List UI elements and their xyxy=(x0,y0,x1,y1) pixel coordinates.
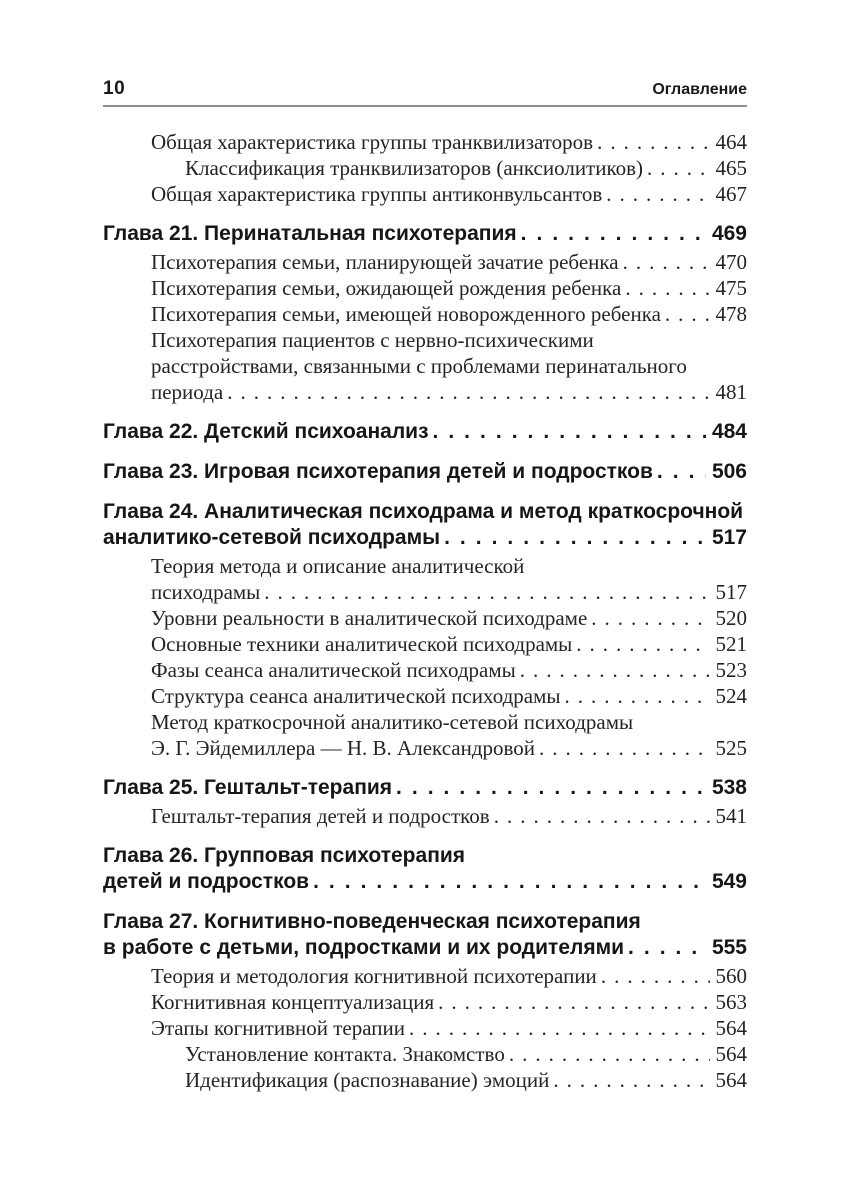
toc-page-number: 481 xyxy=(715,380,747,404)
toc-entry-title: Основные техники аналитической психодрамы xyxy=(151,632,573,656)
toc-entry-line xyxy=(103,869,747,895)
toc-entry xyxy=(103,459,747,485)
toc-entry-lines xyxy=(103,631,747,657)
toc-entry-line xyxy=(103,935,747,961)
toc-entry-line xyxy=(103,419,747,445)
toc-page-number: 469 xyxy=(711,222,747,245)
toc-entry-line xyxy=(103,709,747,735)
dot-leader xyxy=(438,989,709,1015)
toc-entry xyxy=(103,301,747,327)
toc-entry-title: Психотерапия семьи, планирующей зачатие ребенка xyxy=(151,250,619,274)
toc-entry xyxy=(103,1067,747,1093)
toc-entry-line xyxy=(103,775,747,801)
dot-leader xyxy=(597,129,709,155)
toc-entry xyxy=(103,129,747,155)
toc-entry-line xyxy=(103,249,747,275)
toc-entry-lines xyxy=(103,181,747,207)
toc-entry-line xyxy=(103,843,747,869)
toc-page-number: 549 xyxy=(711,870,747,893)
toc-page-number: 560 xyxy=(715,964,747,988)
toc-entry xyxy=(103,775,747,801)
toc-entry-title: детей и подростков xyxy=(103,870,310,893)
toc-entry-lines xyxy=(103,709,747,761)
toc-entry-line xyxy=(103,459,747,485)
toc-entry xyxy=(103,803,747,829)
toc-entry-title: Классификация транквилизаторов (анксиолитиков) xyxy=(185,156,644,180)
dot-leader xyxy=(623,249,710,275)
toc-entry-lines xyxy=(103,419,747,445)
toc-entry-line xyxy=(103,499,747,525)
toc-page-number: 475 xyxy=(715,276,747,300)
toc-page-number: 470 xyxy=(715,250,747,274)
toc-entry-line xyxy=(103,803,747,829)
toc-entry-line xyxy=(103,909,747,935)
dot-leader xyxy=(576,631,709,657)
toc-page-number: 525 xyxy=(715,736,747,760)
toc-entry-title: Установление контакта. Знакомство xyxy=(185,1042,505,1066)
toc-entry-title: Фазы сеанса аналитической психодрамы xyxy=(151,658,516,682)
toc-page-number: 523 xyxy=(715,658,747,682)
toc-page-number: 465 xyxy=(715,156,747,180)
toc-entry-line xyxy=(103,379,747,405)
toc-page-number: 464 xyxy=(715,130,747,154)
dot-leader xyxy=(444,525,706,551)
toc-entry-title: Глава 25. Гештальт-терапия xyxy=(103,776,393,799)
toc-entry-title: Психотерапия семьи, ожидающей рождения ребенка xyxy=(151,276,622,300)
toc-entry-title: Глава 24. Аналитическая психодрама и метод краткосрочной xyxy=(103,500,744,523)
toc-entry-line xyxy=(103,735,747,761)
toc-entry-title: Когнитивная концептуализация xyxy=(151,990,435,1014)
toc-entry-lines xyxy=(103,129,747,155)
toc-entry-line xyxy=(103,963,747,989)
header-title: Оглавление xyxy=(652,81,747,98)
toc-entry xyxy=(103,181,747,207)
dot-leader xyxy=(409,1015,710,1041)
toc xyxy=(103,129,747,1093)
toc-entry-line xyxy=(103,683,747,709)
toc-entry xyxy=(103,605,747,631)
toc-page-number: 521 xyxy=(715,632,747,656)
dot-leader xyxy=(657,459,706,485)
dot-leader xyxy=(521,221,706,247)
dot-leader xyxy=(494,803,710,829)
toc-page-number: 467 xyxy=(715,182,747,206)
toc-entry-lines xyxy=(103,1041,747,1067)
dot-leader xyxy=(313,869,706,895)
toc-entry-title: психодрамы xyxy=(151,580,261,604)
toc-entry-lines xyxy=(103,803,747,829)
toc-entry-title: Глава 22. Детский психоанализ xyxy=(103,420,429,443)
toc-entry-lines xyxy=(103,605,747,631)
toc-entry-line xyxy=(103,579,747,605)
dot-leader xyxy=(396,775,706,801)
toc-entry-lines xyxy=(103,553,747,605)
toc-entry xyxy=(103,683,747,709)
toc-entry-line xyxy=(103,275,747,301)
toc-entry-title: Уровни реальности в аналитической психодраме xyxy=(151,606,588,630)
toc-entry-line xyxy=(103,353,747,379)
toc-entry xyxy=(103,843,747,895)
dot-leader xyxy=(509,1041,710,1067)
dot-leader xyxy=(433,419,706,445)
dot-leader xyxy=(565,683,710,709)
toc-entry-title: Глава 23. Игровая психотерапия детей и подростков xyxy=(103,460,653,483)
toc-entry-lines xyxy=(103,221,747,247)
toc-entry-lines xyxy=(103,249,747,275)
toc-entry-line xyxy=(103,327,747,353)
toc-page-number: 517 xyxy=(711,526,747,549)
toc-entry-lines xyxy=(103,775,747,801)
toc-entry-title: Этапы когнитивной терапии xyxy=(151,1016,405,1040)
dot-leader xyxy=(628,935,706,961)
toc-entry-line xyxy=(103,181,747,207)
toc-entry xyxy=(103,963,747,989)
page-number: 10 xyxy=(103,78,126,99)
toc-entry-title: Глава 26. Групповая психотерапия xyxy=(103,844,466,867)
toc-entry-lines xyxy=(103,301,747,327)
page-header xyxy=(103,78,747,107)
dot-leader xyxy=(647,155,709,181)
toc-entry xyxy=(103,249,747,275)
toc-entry xyxy=(103,989,747,1015)
toc-entry-line xyxy=(103,1067,747,1093)
toc-entry-title: в работе с детьми, подростками и их родителями xyxy=(103,936,625,959)
toc-entry-lines xyxy=(103,683,747,709)
toc-page-number: 564 xyxy=(715,1042,747,1066)
dot-leader xyxy=(520,657,710,683)
toc-entry xyxy=(103,709,747,761)
toc-entry-title: Общая характеристика группы антиконвульсантов xyxy=(151,182,603,206)
dot-leader xyxy=(601,963,710,989)
toc-entry xyxy=(103,155,747,181)
toc-entry-lines xyxy=(103,1015,747,1041)
toc-page-number: 564 xyxy=(715,1068,747,1092)
toc-entry-line xyxy=(103,301,747,327)
toc-entry-title: расстройствами, связанными с проблемами перинатального xyxy=(151,354,687,378)
toc-entry-title: Психотерапия пациентов с нервно-психическими xyxy=(151,328,594,352)
toc-entry-line xyxy=(103,657,747,683)
toc-entry-lines xyxy=(103,499,747,551)
toc-page-number: 541 xyxy=(715,804,747,828)
toc-entry xyxy=(103,419,747,445)
toc-page-number: 478 xyxy=(715,302,747,326)
toc-entry-title: аналитико-сетевой психодрамы xyxy=(103,526,441,549)
toc-page-number: 484 xyxy=(711,420,747,443)
toc-entry-lines xyxy=(103,459,747,485)
toc-page-number: 564 xyxy=(715,1016,747,1040)
dot-leader xyxy=(539,735,709,761)
toc-entry-line xyxy=(103,605,747,631)
toc-page-number: 563 xyxy=(715,990,747,1014)
toc-entry xyxy=(103,657,747,683)
toc-entry-line xyxy=(103,155,747,181)
toc-entry xyxy=(103,1041,747,1067)
toc-page-number: 538 xyxy=(711,776,747,799)
toc-entry xyxy=(103,631,747,657)
toc-entry-line xyxy=(103,989,747,1015)
dot-leader xyxy=(264,579,709,605)
toc-entry-lines xyxy=(103,909,747,961)
toc-entry-line xyxy=(103,221,747,247)
toc-entry-title: Структура сеанса аналитической психодрамы xyxy=(151,684,561,708)
toc-entry xyxy=(103,1015,747,1041)
toc-entry-title: Психотерапия семьи, имеющей новорожденного ребенка xyxy=(151,302,661,326)
toc-entry-title: Метод краткосрочной аналитико-сетевой психодрамы xyxy=(151,710,634,734)
toc-entry-lines xyxy=(103,657,747,683)
toc-entry-line xyxy=(103,1041,747,1067)
toc-entry-line xyxy=(103,129,747,155)
toc-entry xyxy=(103,909,747,961)
toc-entry-lines xyxy=(103,1067,747,1093)
toc-page-number: 520 xyxy=(715,606,747,630)
dot-leader xyxy=(591,605,709,631)
toc-entry xyxy=(103,275,747,301)
toc-entry-title: Э. Г. Эйдемиллера — Н. В. Александровой xyxy=(151,736,536,760)
toc-entry-lines xyxy=(103,963,747,989)
dot-leader xyxy=(227,379,709,405)
toc-entry-lines xyxy=(103,843,747,895)
dot-leader xyxy=(606,181,709,207)
toc-page-number: 517 xyxy=(715,580,747,604)
toc-entry-line xyxy=(103,525,747,551)
toc-entry xyxy=(103,499,747,551)
dot-leader xyxy=(625,275,709,301)
toc-entry-line xyxy=(103,631,747,657)
dot-leader xyxy=(553,1067,709,1093)
toc-entry xyxy=(103,221,747,247)
toc-entry-title: Теория и методология когнитивной психотерапии xyxy=(151,964,597,988)
toc-entry-lines xyxy=(103,327,747,405)
toc-entry-title: периода xyxy=(151,380,224,404)
toc-page-number: 555 xyxy=(711,936,747,959)
toc-entry-title: Глава 27. Когнитивно-поведенческая психотерапия xyxy=(103,910,641,933)
toc-entry-line xyxy=(103,1015,747,1041)
toc-entry xyxy=(103,327,747,405)
toc-entry-title: Теория метода и описание аналитической xyxy=(151,554,525,578)
toc-entry-title: Глава 21. Перинатальная психотерапия xyxy=(103,222,517,245)
toc-entry-lines xyxy=(103,989,747,1015)
toc-entry-title: Идентификация (распознавание) эмоций xyxy=(185,1068,550,1092)
toc-entry-title: Гештальт-терапия детей и подростков xyxy=(151,804,490,828)
toc-entry-title: Общая характеристика группы транквилизаторов xyxy=(151,130,594,154)
toc-entry-lines xyxy=(103,155,747,181)
toc-entry xyxy=(103,553,747,605)
toc-entry-lines xyxy=(103,275,747,301)
dot-leader xyxy=(665,301,710,327)
toc-page-number: 524 xyxy=(715,684,747,708)
toc-entry-line xyxy=(103,553,747,579)
toc-page-number: 506 xyxy=(711,460,747,483)
